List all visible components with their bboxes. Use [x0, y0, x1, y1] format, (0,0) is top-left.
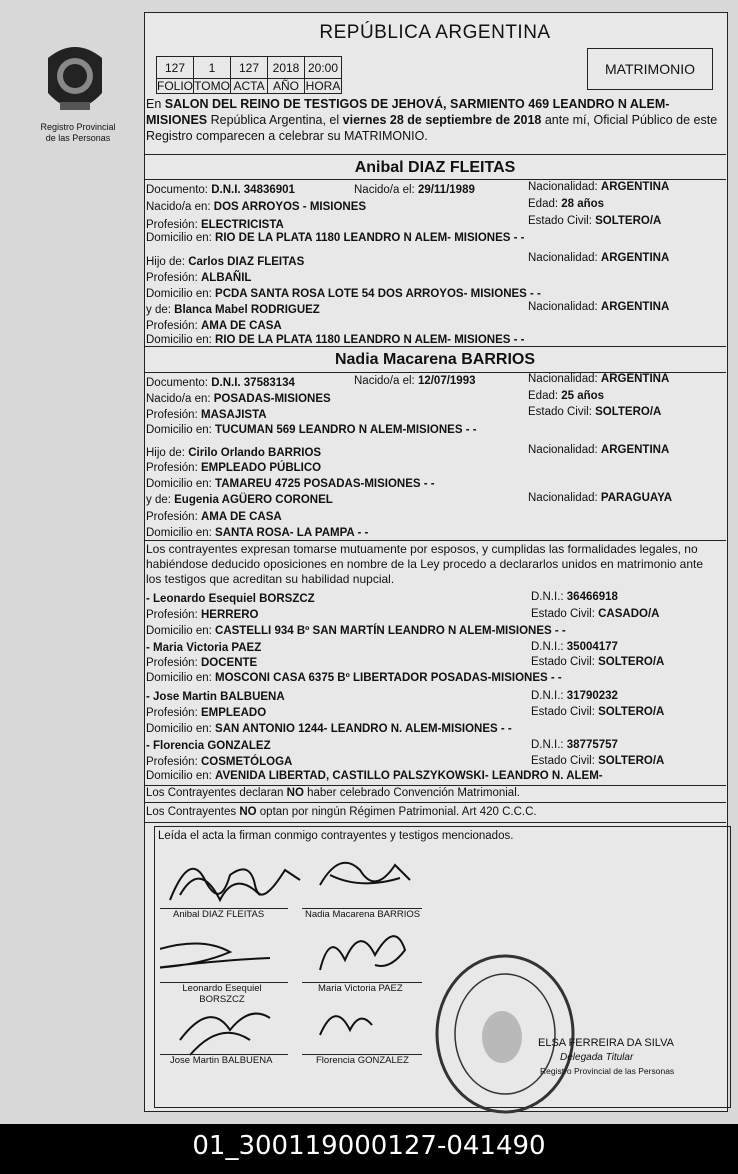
hora-label: HORA [305, 79, 341, 93]
bride-edad: Edad: 25 años [528, 390, 605, 402]
provincial-seal-logo [40, 38, 110, 118]
bride-padre-nacionalidad: Nacionalidad: ARGENTINA [528, 444, 670, 456]
groom-edad: Edad: 28 años [528, 198, 605, 210]
divider [144, 540, 726, 541]
folio-label: FOLIO [157, 79, 194, 93]
intro-paragraph: En SALON DEL REINO DE TESTIGOS DE JEHOVÁ, SARMIENTO 469 LEANDRO N ALEM-MISIONES República Argentina, el viernes 28 de septiembre de 2018 ante mí, Oficial Público de este Registro comparecen a celebrar su MATRIMONIO. [146, 97, 718, 143]
officer-name: ELSA FERREIRA DA SILVA [538, 1037, 674, 1049]
bride-madre-nacionalidad: Nacionalidad: PARAGUAYA [528, 492, 673, 504]
witness-3-profesion: Profesión: EMPLEADO [146, 707, 267, 719]
groom-profesion: Profesión: ELECTRICISTA [146, 219, 284, 231]
witness-4-dni: D.N.I.: 38775757 [531, 739, 618, 751]
signature-groom: Anibal DIAZ FLEITAS [173, 909, 265, 920]
witness-3-estado-civil: Estado Civil: SOLTERO/A [531, 706, 665, 718]
bride-estado-civil: Estado Civil: SOLTERO/A [528, 406, 662, 418]
clause-regimen: Los Contrayentes NO optan por ningún Régimen Patrimonial. Art 420 C.C.C. [146, 806, 537, 818]
bride-documento: Documento: D.N.I. 37583134 [146, 377, 295, 389]
record-type-box: MATRIMONIO [587, 48, 713, 90]
anio-value: 2018 [268, 57, 305, 79]
witness-1-profesion: Profesión: HERRERO [146, 609, 259, 621]
bride-name: Nadia Macarena BARRIOS [334, 351, 536, 368]
bride-padre-profesion: Profesión: EMPLEADO PÚBLICO [146, 462, 322, 474]
bride-madre-domicilio: Domicilio en: SANTA ROSA- LA PAMPA - - [146, 527, 369, 539]
signature-witness-1: Leonardo Esequiel BORSZCZ [182, 983, 262, 1005]
witness-2-domicilio: Domicilio en: MOSCONI CASA 6375 Bº LIBERTADOR POSADAS-MISIONES - - [146, 672, 562, 684]
official-stamp-seal [430, 952, 580, 1117]
logo-caption: Registro Provincial de las Personas [40, 122, 116, 143]
divider [144, 154, 726, 155]
hora-value: 20:00 [305, 57, 342, 79]
groom-documento: Documento: D.N.I. 34836901 [146, 184, 295, 196]
folio-value: 127 [157, 57, 194, 79]
groom-domicilio: Domicilio en: RIO DE LA PLATA 1180 LEANDRO N ALEM- MISIONES - - [146, 232, 525, 244]
witness-1-name: - Leonardo Esequiel BORSZCZ [146, 593, 315, 605]
signature-intro: Leída el acta la firman conmigo contrayentes y testigos mencionados. [158, 830, 514, 842]
officer-org: Registro Provincial de las Personas [540, 1066, 675, 1076]
signature-witness-3: Jose Martin BALBUENA [170, 1055, 273, 1066]
tomo-value: 1 [194, 57, 231, 79]
signature-witness-4: Florencia GONZALEZ [316, 1055, 409, 1066]
witness-2-estado-civil: Estado Civil: SOLTERO/A [531, 656, 665, 668]
divider [144, 785, 726, 786]
groom-nacido-en: Nacido/a en: DOS ARROYOS - MISIONES [146, 201, 367, 213]
bride-nacionalidad: Nacionalidad: ARGENTINA [528, 373, 670, 385]
folio-table [156, 56, 342, 94]
divider [144, 179, 726, 180]
signature-bride: Nadia Macarena BARRIOS [305, 909, 421, 920]
groom-name: Anibal DIAZ FLEITAS [354, 159, 516, 176]
divider [144, 346, 726, 347]
bride-padre-domicilio: Domicilio en: TAMAREU 4725 POSADAS-MISIONES - - [146, 478, 435, 490]
bride-domicilio: Domicilio en: TUCUMAN 569 LEANDRO N ALEM-MISIONES - - [146, 424, 477, 436]
groom-padre-profesion: Profesión: ALBAÑIL [146, 272, 252, 284]
bride-padre: Hijo de: Cirilo Orlando BARRIOS [146, 447, 322, 459]
divider [144, 802, 726, 803]
signature-witness-2: Maria Victoria PAEZ [318, 983, 403, 994]
witness-2-name: - Maria Victoria PAEZ [146, 642, 262, 654]
tomo-label: TOMO [194, 79, 230, 93]
bride-nacido-el: Nacido/a el: 12/07/1993 [354, 375, 476, 387]
divider [144, 822, 726, 823]
witness-4-name: - Florencia GONZALEZ [146, 740, 271, 752]
witness-2-dni: D.N.I.: 35004177 [531, 641, 618, 653]
groom-madre-domicilio: Domicilio en: RIO DE LA PLATA 1180 LEANDRO N ALEM- MISIONES - - [146, 334, 525, 346]
bride-madre: y de: Eugenia AGÜERO CORONEL [146, 494, 333, 506]
groom-padre-nacionalidad: Nacionalidad: ARGENTINA [528, 252, 670, 264]
witness-1-domicilio: Domicilio en: CASTELLI 934 Bº SAN MARTÍN LEANDRO N ALEM-MISIONES - - [146, 625, 566, 637]
document-code-footer: 01_300119000127-041490 [0, 1124, 738, 1174]
groom-padre: Hijo de: Carlos DIAZ FLEITAS [146, 256, 305, 268]
witness-3-dni: D.N.I.: 31790232 [531, 690, 618, 702]
declaration-paragraph: Los contrayentes expresan tomarse mutuamente por esposos, y cumplidas las formalidades legales, no habiéndose deducido oposiciones en nombre de la Ley procedo a declararlos unidos en matrimonio ante los testigos que acreditan su habilidad nupcial. [146, 542, 704, 586]
groom-nacionalidad: Nacionalidad: ARGENTINA [528, 181, 670, 193]
groom-madre-profesion: Profesión: AMA DE CASA [146, 320, 282, 332]
witness-3-domicilio: Domicilio en: SAN ANTONIO 1244- LEANDRO N. ALEM-MISIONES - - [146, 723, 512, 735]
witness-1-estado-civil: Estado Civil: CASADO/A [531, 608, 660, 620]
page-title: REPÚBLICA ARGENTINA [319, 22, 551, 43]
acta-label: ACTA [231, 79, 268, 94]
officer-title: Delegada Titular [560, 1052, 634, 1063]
groom-madre-nacionalidad: Nacionalidad: ARGENTINA [528, 301, 670, 313]
handwritten-signatures [160, 840, 440, 1080]
bride-profesion: Profesión: MASAJISTA [146, 409, 267, 421]
acta-value: 127 [231, 57, 268, 79]
clause-convencion: Los Contrayentes declaran NO haber celebrado Convención Matrimonial. [146, 787, 520, 799]
bride-nacido-en: Nacido/a en: POSADAS-MISIONES [146, 393, 331, 405]
witness-4-estado-civil: Estado Civil: SOLTERO/A [531, 755, 665, 767]
witness-3-name: - Jose Martin BALBUENA [146, 691, 285, 703]
groom-madre: y de: Blanca Mabel RODRIGUEZ [146, 304, 320, 316]
witness-4-profesion: Profesión: COSMETÓLOGA [146, 756, 293, 768]
groom-padre-domicilio: Domicilio en: PCDA SANTA ROSA LOTE 54 DOS ARROYOS- MISIONES - - [146, 288, 541, 300]
bride-madre-profesion: Profesión: AMA DE CASA [146, 511, 282, 523]
witness-4-domicilio: Domicilio en: AVENIDA LIBERTAD, CASTILLO PALSZYKOWSKI- LEANDRO N. ALEM- [146, 770, 603, 782]
witness-2-profesion: Profesión: DOCENTE [146, 657, 258, 669]
witness-1-dni: D.N.I.: 36466918 [531, 591, 618, 603]
groom-estado-civil: Estado Civil: SOLTERO/A [528, 215, 662, 227]
groom-nacido-el: Nacido/a el: 29/11/1989 [354, 184, 475, 196]
anio-label: AÑO [268, 79, 305, 94]
